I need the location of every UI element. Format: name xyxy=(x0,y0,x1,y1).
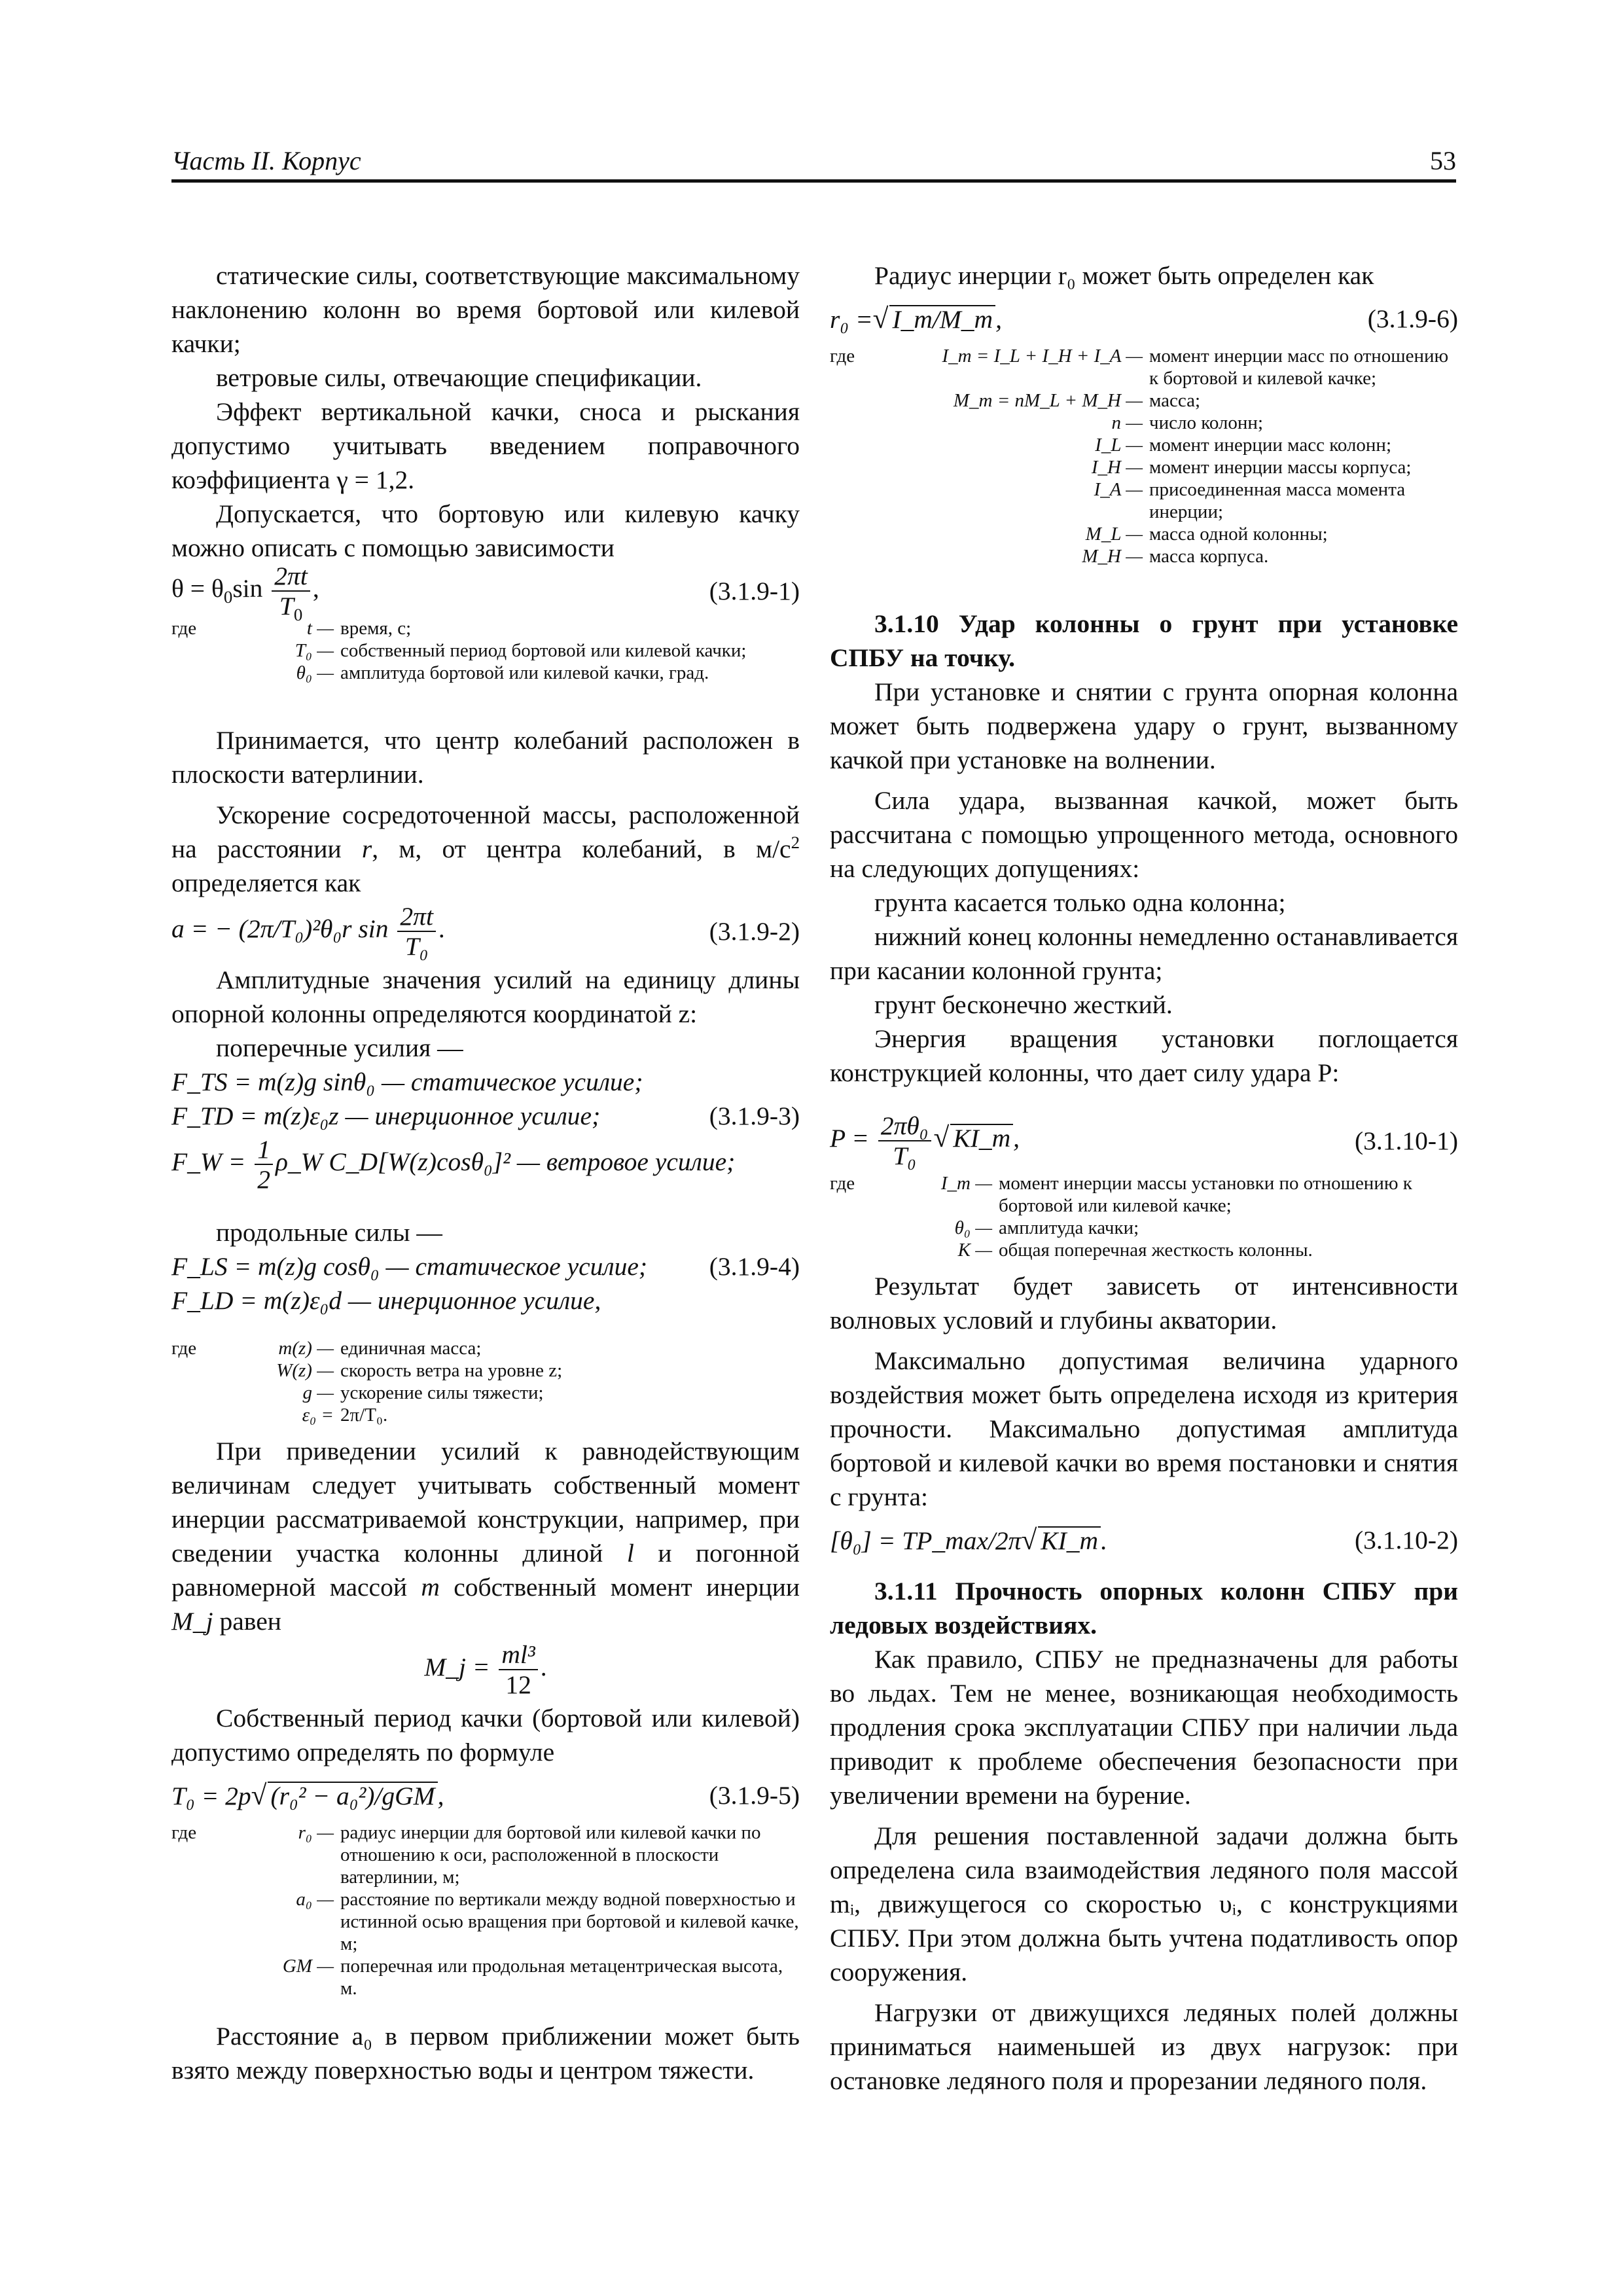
paragraph: Принимается, что центр колебаний расположен в плоскости ватерлинии. xyxy=(171,726,800,789)
equation-tail: . xyxy=(1101,1526,1107,1555)
definition-symbol: I_H — xyxy=(1091,457,1143,478)
equation-number: (3.1.9-1) xyxy=(709,577,800,605)
definitions-list xyxy=(830,1172,1458,1261)
equation-3-1-10-1: P = $\frac{\text{2πθ₀}}{\text{T₀}}$ √ KI_m , (3.1.10-1) xyxy=(830,1111,1458,1170)
where-label xyxy=(171,1382,242,1404)
equation-number: (3.1.9-2) xyxy=(709,917,800,946)
definition-text: присоединенная масса момента инерции; xyxy=(1149,479,1406,522)
definition-symbol: M_L — xyxy=(1085,524,1143,545)
where-label xyxy=(830,478,901,523)
paragraph: Как правило, СПБУ не предназначены для работы во льдах. Тем не менее, возникающая необходимость продления срока эксплуатации СПБУ при наличии льда приводит к проблеме обеспечения безопасности при увеличении времени на бурение. xyxy=(830,1645,1458,1810)
equation-tail: , xyxy=(995,304,1002,334)
definition-text: амплитуда бортовой или килевой качки, град. xyxy=(340,662,709,683)
fraction-denominator: 12 xyxy=(505,1670,531,1699)
equation-rest: ρ_W C_D[W(z)cosθ₀]² — ветровое усилие; xyxy=(275,1147,736,1177)
equation-lhs: θ = θ xyxy=(171,574,224,603)
equation-lhs: F_W = xyxy=(171,1147,246,1177)
fraction-numerator: 2πt xyxy=(397,902,436,932)
definition-text: радиус инерции для бортовой или килевой качки по отношению к оси, расположенной в плоскости ватерлинии, м; xyxy=(340,1822,761,1888)
equation-number: (3.1.10-1) xyxy=(1355,1126,1458,1155)
equation-lhs: P = xyxy=(830,1124,869,1153)
running-title: Часть II. Корпус xyxy=(171,146,361,175)
definition-symbol: ε₀ = xyxy=(302,1405,334,1426)
paragraph: нижний конец колонны немедленно останавливается при касании колонной грунта; xyxy=(830,922,1458,985)
equation-3-1-9-3 xyxy=(171,1099,800,1133)
where-label xyxy=(171,639,242,662)
paragraph: поперечные усилия — xyxy=(216,1033,463,1062)
paragraph: Результат будет зависеть от интенсивности волновых условий и глубины акватории. xyxy=(830,1272,1458,1335)
text-run: и погонной равномерной массой xyxy=(171,1539,800,1602)
equation-tail: , xyxy=(1013,1124,1020,1153)
text-run: Ускорение сосредоточенной массы, расположенной на расстоянии xyxy=(171,800,800,863)
where-label xyxy=(830,412,901,434)
equation-lhs: [θ₀] = TP_max/2π xyxy=(830,1526,1022,1555)
equation-3-1-9-1: $\theta = \theta_0\sin$ $\frac{2\pi t}{T_0}$ , (3.1.9-1) xyxy=(171,562,800,624)
definition-symbol: M_m = nM_L + M_H — xyxy=(953,390,1143,411)
where-label: где xyxy=(171,1822,197,1843)
where-label: где xyxy=(171,1338,197,1359)
equation-number: (3.1.9-5) xyxy=(709,1781,800,1810)
math-symbol: m xyxy=(421,1573,440,1602)
equation-number: (3.1.9-3) xyxy=(709,1102,800,1130)
definition-text: время, с; xyxy=(340,618,412,639)
paragraph: Сила удара, вызванная качкой, может быть рассчитана с помощью упрощенного метода, основного на следующих допущениях: xyxy=(830,786,1458,883)
radicand: I_m/M_m xyxy=(889,305,995,332)
definition-symbol: m(z) — xyxy=(278,1338,334,1359)
definition-symbol: I_A — xyxy=(1094,479,1143,500)
definition-text: масса; xyxy=(1149,390,1201,411)
definition-text: расстояние по вертикали между водной поверхностью и истинной осью вращения при бортовой и килевой качке, м; xyxy=(340,1889,799,1954)
where-label xyxy=(171,1888,242,1955)
definition-text: общая поперечная жесткость колонны. xyxy=(999,1240,1313,1261)
equation-3-1-9-2 xyxy=(171,900,800,963)
definition-text: число колонн; xyxy=(1149,412,1263,433)
definition-text: момент инерции масс по отношению к бортовой и килевой качке; xyxy=(1149,346,1449,389)
definitions-list xyxy=(171,617,800,684)
equation-tail: . xyxy=(438,914,445,944)
paragraph: продольные силы — xyxy=(216,1218,442,1247)
definition-text: скорость ветра на уровне z; xyxy=(340,1360,563,1381)
equation-tail: , xyxy=(312,574,319,603)
definition-symbol: g — xyxy=(302,1382,334,1403)
definition-symbol: I_m — xyxy=(940,1173,992,1194)
paragraph: Для решения поставленной задачи должна быть определена сила взаимодействия ледяного поля массой mᵢ, движущегося со скоростью υᵢ, с конструкциями СПБУ. При этом должна быть учтена податливость опор сооружения. xyxy=(830,1821,1458,1986)
equation-func: sin xyxy=(232,574,263,603)
definition-symbol: GM — xyxy=(282,1956,334,1977)
math-symbol: M_j xyxy=(171,1607,213,1636)
definitions-list xyxy=(171,1821,800,2000)
formula-fld: F_LD = m(z)ε₀d — инерционное усилие, xyxy=(171,1286,601,1315)
where-label xyxy=(171,1359,242,1382)
fraction-denominator: T₀ xyxy=(404,932,429,961)
equation-3-1-9-6: r₀ =√ I_m/M_m , (3.1.9-6) xyxy=(830,293,1458,345)
definition-text: момент инерции массы корпуса; xyxy=(1149,457,1412,478)
fraction-numerator: 2πt xyxy=(272,562,310,592)
where-label xyxy=(171,1955,242,2000)
paragraph: грунт бесконечно жесткий. xyxy=(874,990,1173,1019)
paragraph: Максимально допустимая величина ударного воздействия может быть определена исходя из критерия прочности. Максимально допустимая амплитуда бортовой и килевой качки во время постановки и снятия с грунта: xyxy=(830,1346,1458,1511)
text-run: , м, от центра колебаний, в м/с xyxy=(372,834,791,863)
right-column xyxy=(830,259,1458,2098)
equation-number: (3.1.9-6) xyxy=(1367,304,1458,333)
formula-fw xyxy=(171,1133,800,1196)
equation-mj xyxy=(171,1638,800,1701)
paragraph: Нагрузки от движущихся ледяных полей должны приниматься наименьшей из двух нагрузок: при остановке ледяного поля и прорезании ледяного поля. xyxy=(830,1998,1458,2095)
paragraph: грунта касается только одна колонна; xyxy=(874,888,1286,917)
where-label xyxy=(830,523,901,545)
where-label xyxy=(830,1239,901,1261)
paragraph: Радиус инерции r₀ может быть определен как xyxy=(874,261,1374,290)
section-heading-3-1-11: 3.1.11 Прочность опорных колонн СПБУ при ледовых воздействиях. xyxy=(830,1577,1458,1640)
definition-symbol: I_L — xyxy=(1095,435,1143,456)
equation-3-1-9-4 xyxy=(171,1249,800,1283)
paragraph: При установке и снятии с грунта опорная колонна может быть подвержена удару о грунт, вызванному качкой при установке на волнении. xyxy=(830,677,1458,774)
equation-lhs: M_j = xyxy=(424,1653,490,1682)
definitions-list xyxy=(830,345,1458,567)
where-label xyxy=(171,662,242,684)
definition-text: поперечная или продольная метацентрическая высота, м. xyxy=(340,1956,783,1999)
text-run: собственный момент инерции xyxy=(439,1573,800,1602)
math-symbol: r xyxy=(361,834,372,863)
definition-symbol: K — xyxy=(957,1240,992,1261)
paragraph: Собственный период качки (бортовой или килевой) допустимо определять по формуле xyxy=(171,1704,800,1767)
page-number: 53 xyxy=(1430,146,1456,175)
definition-text: единичная масса; xyxy=(340,1338,482,1359)
definition-symbol: r₀ — xyxy=(298,1822,334,1843)
definition-text: момент инерции массы установки по отношению к бортовой или килевой качке; xyxy=(999,1173,1412,1216)
definition-text: момент инерции масс колонн; xyxy=(1149,435,1392,456)
fraction-denominator: T₀ xyxy=(893,1141,917,1170)
fraction-denominator: T xyxy=(279,592,294,620)
page-header xyxy=(171,145,1456,183)
radicand: KI_m xyxy=(950,1124,1013,1151)
text-run: При приведении усилий к равнодействующим величинам следует учитывать собственный момент инерции рассматриваемой конструкции, например, при сведении участка колонны длиной xyxy=(171,1437,800,1568)
radicand: KI_m xyxy=(1038,1526,1101,1554)
fraction-numerator: 1 xyxy=(255,1135,273,1165)
formula-fts: F_TS = m(z)g sinθ₀ — статическое усилие; xyxy=(171,1067,643,1096)
where-label xyxy=(830,389,901,412)
definition-symbol: a₀ — xyxy=(296,1889,334,1910)
where-label xyxy=(830,434,901,456)
definition-text: масса одной колонны; xyxy=(1149,524,1328,545)
definition-symbol: I_m = I_L + I_H + I_A — xyxy=(942,346,1143,367)
equation-number: (3.1.10-2) xyxy=(1355,1526,1458,1554)
where-label: где xyxy=(830,1173,855,1194)
definition-symbol: W(z) — xyxy=(276,1360,334,1381)
paragraph: Эффект вертикальной качки, сноса и рыскания допустимо учитывать введением поправочного коэффициента γ = 1,2. xyxy=(171,397,800,494)
text-run: определяется как xyxy=(171,869,361,897)
definition-text: масса корпуса. xyxy=(1149,546,1269,567)
definition-symbol: θ₀ — xyxy=(954,1217,992,1238)
definition-text: амплитуда качки; xyxy=(999,1217,1139,1238)
where-label: где xyxy=(830,346,855,367)
text-run: равен xyxy=(213,1607,281,1636)
formula-ftd: F_TD = m(z)ε₀z — инерционное усилие; xyxy=(171,1102,601,1130)
where-label: где xyxy=(171,618,197,639)
equation-lhs: T₀ = 2p xyxy=(171,1781,251,1810)
definition-symbol: θ₀ — xyxy=(296,662,334,683)
definition-symbol: t — xyxy=(306,618,334,639)
definition-text: собственный период бортовой или килевой качки; xyxy=(340,640,747,661)
superscript: 2 xyxy=(791,832,800,852)
definitions-list xyxy=(171,1337,800,1426)
paragraph xyxy=(171,1434,800,1638)
equation-lhs: r₀ = xyxy=(830,304,873,334)
paragraph: Амплитудные значения усилий на единицу длины опорной колонны определяются координатой z: xyxy=(171,965,800,1028)
equation-number: (3.1.9-4) xyxy=(709,1252,800,1281)
definition-text: 2π/T₀. xyxy=(340,1405,388,1426)
fraction-denominator: 2 xyxy=(257,1165,270,1194)
math-symbol: l xyxy=(626,1539,634,1568)
formula-fls: F_LS = m(z)g cosθ₀ — статическое усилие; xyxy=(171,1252,648,1281)
paragraph: Допускается, что бортовую или килевую качку можно описать с помощью зависимости xyxy=(171,499,800,562)
fraction-numerator: ml³ xyxy=(499,1640,537,1670)
equation-lhs: a = − (2π/T₀)²θ₀r sin xyxy=(171,914,389,944)
definition-text: ускорение силы тяжести; xyxy=(340,1382,544,1403)
definition-symbol: M_H — xyxy=(1082,546,1143,567)
left-column xyxy=(171,259,800,2087)
equation-tail: . xyxy=(540,1653,547,1682)
paragraph: ветровые силы, отвечающие спецификации. xyxy=(216,363,702,392)
paragraph: Расстояние a₀ в первом приближении может быть взято между поверхностью воды и центром тяжести. xyxy=(171,2022,800,2085)
paragraph: статические силы, соответствующие максимальному наклонению колонн во время бортовой или килевой качки; xyxy=(171,261,800,358)
paragraph: Энергия вращения установки поглощается конструкцией колонны, что дает силу удара P: xyxy=(830,1024,1458,1087)
where-label xyxy=(830,456,901,478)
where-label xyxy=(830,545,901,567)
section-heading-3-1-10: 3.1.10 Удар колонны о грунт при установке СПБУ на точку. xyxy=(830,609,1458,672)
definition-symbol: n — xyxy=(1111,412,1143,433)
definition-symbol: T₀ — xyxy=(294,640,334,661)
paragraph xyxy=(171,798,800,900)
where-label xyxy=(830,1217,901,1239)
where-label xyxy=(171,1404,242,1426)
equation-tail: , xyxy=(437,1781,444,1810)
radicand: (r₀² − a₀²)/gGM xyxy=(268,1782,437,1809)
fraction-numerator: 2πθ₀ xyxy=(878,1111,931,1141)
equation-3-1-10-2: [θ₀] = TP_max/2π√ KI_m . (3.1.10-2) xyxy=(830,1514,1458,1566)
equation-3-1-9-5: T₀ = 2p√ (r₀² − a₀²)/gGM , (3.1.9-5) xyxy=(171,1769,800,1821)
